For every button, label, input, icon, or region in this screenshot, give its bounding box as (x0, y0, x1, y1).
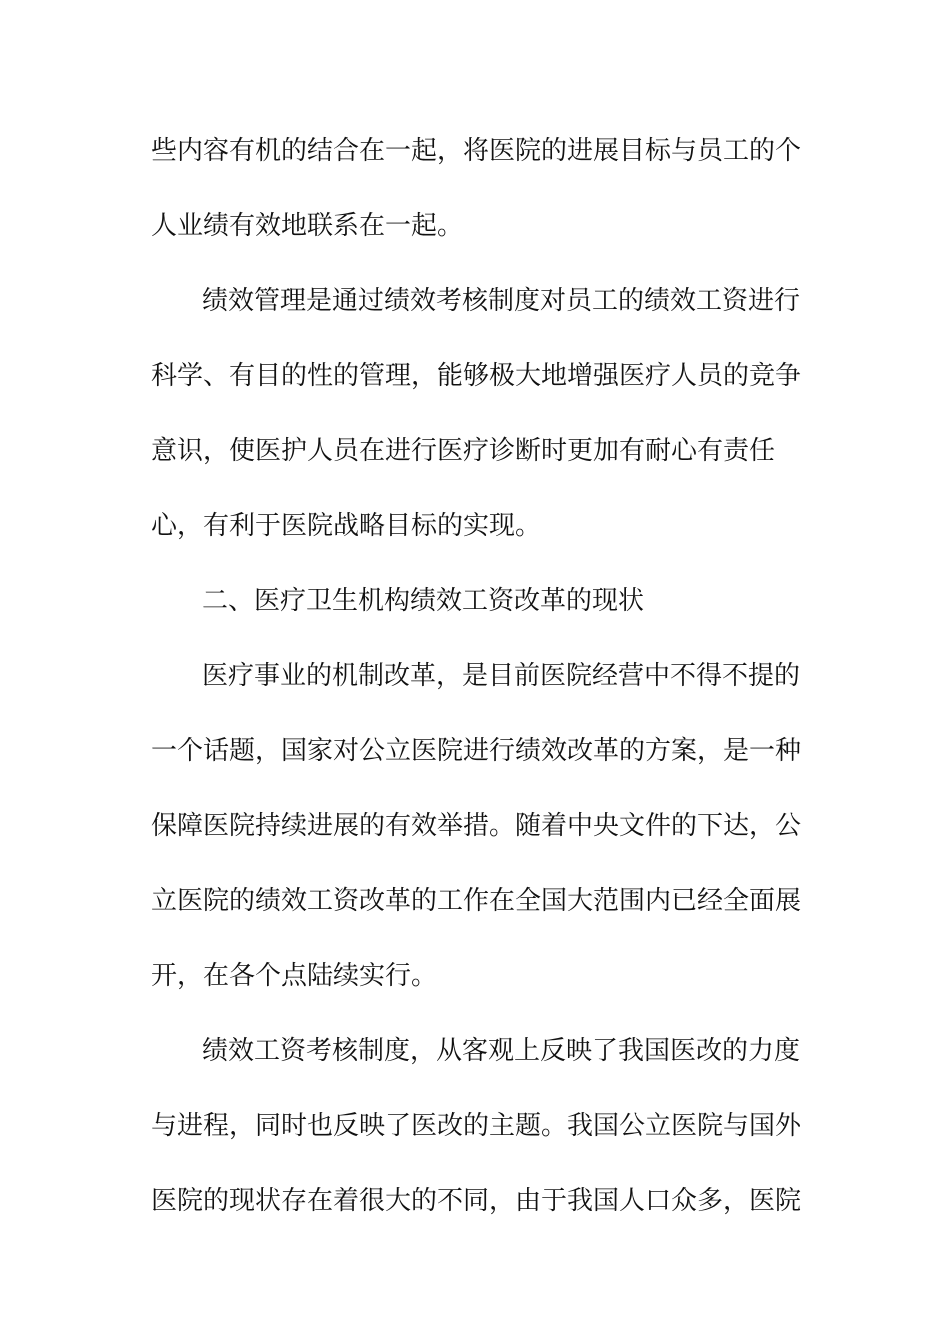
section-heading: 二、医疗卫生机构绩效工资改革的现状 (202, 586, 645, 616)
paragraph-first-line: 绩效工资考核制度，从客观上反映了我国医改的力度 (202, 1036, 801, 1066)
text-line: 一个话题，国家对公立医院进行绩效改革的方案，是一种 (151, 736, 802, 766)
text-line: 与进程，同时也反映了医改的主题。我国公立医院与国外 (151, 1111, 802, 1141)
text-line: 人业绩有效地联系在一起。 (151, 211, 464, 241)
text-line: 心，有利于医院战略目标的实现。 (151, 511, 542, 541)
text-line: 开，在各个点陆续实行。 (151, 961, 438, 991)
text-line: 意识，使医护人员在进行医疗诊断时更加有耐心有责任 (151, 436, 776, 466)
paragraph-first-line: 绩效管理是通过绩效考核制度对员工的绩效工资进行 (202, 286, 801, 316)
text-line: 些内容有机的结合在一起，将医院的进展目标与员工的个 (151, 136, 802, 166)
paragraph-first-line: 医疗事业的机制改革，是目前医院经营中不得不提的 (202, 661, 801, 691)
text-line: 医院的现状存在着很大的不同，由于我国人口众多，医院 (151, 1186, 802, 1216)
text-line: 保障医院持续进展的有效举措。随着中央文件的下达，公 (151, 811, 802, 841)
text-line: 立医院的绩效工资改革的工作在全国大范围内已经全面展 (151, 886, 802, 916)
text-line: 科学、有目的性的管理，能够极大地增强医疗人员的竞争 (151, 361, 802, 391)
